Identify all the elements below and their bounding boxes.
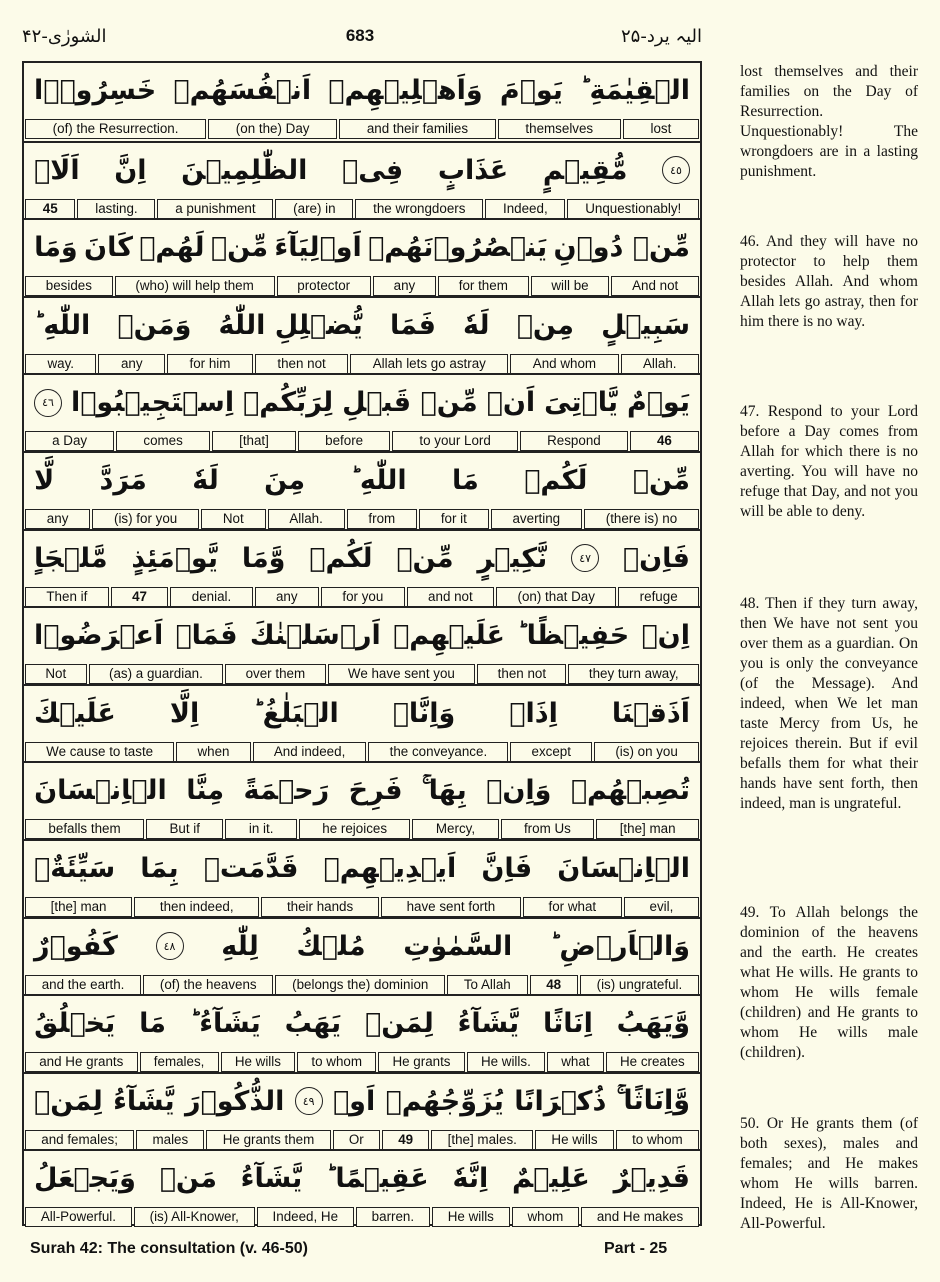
arabic-word: سَبِيۡلٍ bbox=[601, 309, 690, 341]
arabic-word: لِلّٰهِ bbox=[221, 930, 259, 962]
arabic-word: عَلَيۡكَ bbox=[34, 697, 116, 729]
grid-row bbox=[24, 529, 700, 609]
word-translation-cell: he rejoices bbox=[299, 819, 411, 839]
word-translation-cell: for it bbox=[419, 509, 489, 529]
word-translation-cell: then not bbox=[477, 664, 566, 684]
word-translation-cell: they turn away, bbox=[568, 664, 699, 684]
word-translation-cell: and their families bbox=[339, 119, 496, 139]
arabic-word: اِنَاثًا bbox=[543, 1008, 593, 1040]
word-translation-cell: have sent forth bbox=[381, 897, 521, 917]
grid-row bbox=[24, 296, 700, 376]
arabic-word: وَاِنَّاۤ bbox=[392, 697, 456, 729]
arabic-line bbox=[24, 143, 700, 198]
word-translation-cell: (who) will help them bbox=[115, 276, 275, 296]
arabic-line bbox=[24, 220, 700, 275]
word-translation-cell: We have sent you bbox=[328, 664, 476, 684]
arabic-word: وَّاِنَاثًا ۚ bbox=[616, 1085, 690, 1117]
arabic-line bbox=[24, 841, 700, 896]
word-translation-cell: (is) on you bbox=[594, 742, 699, 762]
word-translation-cell: And indeed, bbox=[253, 742, 367, 762]
arabic-word: الۡاِنۡسَانَ bbox=[34, 775, 167, 807]
grid-row bbox=[24, 373, 700, 453]
arabic-word: السَّمٰوٰتِ bbox=[403, 930, 513, 962]
arabic-word: الۡقِيٰمَةِ ؕ bbox=[580, 75, 690, 106]
word-translation-cell: in it. bbox=[225, 819, 296, 839]
grid-row bbox=[24, 1072, 700, 1152]
word-translation-cell: He wills. bbox=[467, 1052, 545, 1072]
word-translation-cell: then indeed, bbox=[134, 897, 259, 917]
word-translation-cell: Indeed, He bbox=[257, 1207, 354, 1227]
word-translation-cell: any bbox=[255, 587, 319, 607]
word-translation-cell: for him bbox=[167, 354, 253, 374]
word-translation-cell: before bbox=[298, 431, 390, 451]
word-translation-cell: to whom bbox=[297, 1052, 376, 1072]
arabic-word: اَنۡفُسَهُمۡ bbox=[173, 75, 312, 106]
word-translation-cell: [the] man bbox=[596, 819, 699, 839]
arabic-line bbox=[24, 763, 700, 818]
word-translation-cell: [the] males. bbox=[431, 1130, 533, 1150]
word-translation-cell: their hands bbox=[261, 897, 379, 917]
arabic-word: اِذَاۤ bbox=[509, 697, 558, 729]
word-translation-cell: barren. bbox=[356, 1207, 430, 1227]
word-translation-cell: besides bbox=[25, 276, 113, 296]
arabic-word: مَا bbox=[139, 1008, 166, 1040]
translation-line bbox=[24, 354, 700, 374]
arabic-word: لَّا bbox=[34, 465, 55, 496]
word-translation-cell: Or bbox=[333, 1130, 380, 1150]
translation-line bbox=[24, 431, 700, 451]
word-translation-cell: Mercy, bbox=[412, 819, 498, 839]
word-translation-cell: (on) that Day bbox=[496, 587, 616, 607]
translation-line bbox=[24, 509, 700, 529]
word-translation-cell: And not bbox=[611, 276, 699, 296]
translation-line bbox=[24, 1052, 700, 1072]
arabic-word: مَنۡ bbox=[159, 1163, 217, 1195]
word-translation-cell: to your Lord bbox=[392, 431, 518, 451]
arabic-word: مِّنۡ bbox=[396, 542, 454, 574]
word-translation-cell: and the earth. bbox=[25, 975, 141, 995]
arabic-word: مَّلۡجَاٍ bbox=[34, 542, 108, 574]
word-translation-cell: [the] man bbox=[25, 897, 132, 917]
translation-line bbox=[24, 664, 700, 684]
arabic-word: اَنۡ bbox=[486, 387, 536, 419]
arabic-word: اَوۡلِيَآءَ bbox=[274, 232, 362, 264]
word-translation-cell: All-Powerful. bbox=[25, 1207, 132, 1227]
juz-header: الیہ یرد-۲۵ bbox=[621, 26, 702, 47]
grid-row bbox=[24, 451, 700, 531]
arabic-line bbox=[24, 531, 700, 586]
arabic-word: الۡبَلٰغُ ؕ bbox=[253, 697, 339, 729]
word-translation-cell: Respond bbox=[520, 431, 628, 451]
grid-row bbox=[24, 761, 700, 841]
arabic-word: لَهٗ bbox=[463, 309, 490, 341]
arabic-word: وَمَنۡ bbox=[117, 309, 192, 341]
arabic-word: عَلِيۡمٌ bbox=[511, 1163, 590, 1195]
arabic-word: فَمَاۤ bbox=[175, 620, 238, 652]
word-translation-cell: (there is) no bbox=[584, 509, 699, 529]
arabic-line bbox=[24, 608, 700, 663]
arabic-word: فَاِنَّ bbox=[481, 853, 533, 884]
arabic-word: اَذَقۡنَا bbox=[611, 697, 690, 729]
arabic-word: مَرَدَّ bbox=[99, 465, 147, 496]
word-translation-cell: for them bbox=[438, 276, 529, 296]
word-translation-cell: for you bbox=[321, 587, 405, 607]
word-translation-cell: Not bbox=[201, 509, 265, 529]
arabic-word: اَلَاۤ bbox=[34, 154, 80, 186]
arabic-word: رَحۡمَةً bbox=[243, 775, 330, 807]
arabic-word: لَكُمۡ bbox=[309, 542, 373, 574]
arabic-line bbox=[24, 298, 700, 353]
arabic-word: خَسِرُوۡۤا bbox=[34, 75, 157, 106]
arabic-word: يَّاۡتِىَ bbox=[544, 387, 619, 419]
word-translation-cell: befalls them bbox=[25, 819, 144, 839]
translation-para-46: 46. And they will have no protector to help them besides Allah. And whom Allah lets go astray, then for him there is no way. bbox=[740, 233, 918, 330]
arabic-line bbox=[24, 375, 700, 430]
word-translation-cell: (is) All-Knower, bbox=[134, 1207, 255, 1227]
arabic-word: لَهٗ bbox=[192, 465, 219, 496]
word-translation-cell: a Day bbox=[25, 431, 114, 451]
arabic-word: كَفُوۡرٌ bbox=[34, 930, 118, 962]
word-translation-cell: He wills bbox=[432, 1207, 510, 1227]
arabic-word: وَاَهۡلِيۡهِمۡ bbox=[328, 75, 483, 106]
translation-line bbox=[24, 742, 700, 762]
arabic-word: وَمَا bbox=[34, 232, 78, 264]
arabic-word: اَوۡ bbox=[332, 1085, 376, 1117]
word-translation-cell: for what bbox=[523, 897, 622, 917]
arabic-word: اَرۡسَلۡنٰكَ bbox=[249, 620, 381, 652]
arabic-word: وَالۡاَرۡضِ ؕ bbox=[550, 930, 690, 962]
arabic-word: وَّمَا bbox=[241, 542, 286, 574]
word-translation-cell: what bbox=[547, 1052, 604, 1072]
arabic-word: عَقِيۡمًا ؕ bbox=[325, 1163, 429, 1195]
word-translation-cell: the conveyance. bbox=[368, 742, 508, 762]
arabic-word: يُّضۡلِلِ اللّٰهُ bbox=[218, 309, 363, 341]
grid-row bbox=[24, 606, 700, 686]
arabic-line bbox=[24, 1074, 700, 1129]
word-translation-cell: Allah. bbox=[268, 509, 345, 529]
arabic-word: لِمَنۡ bbox=[34, 1085, 103, 1117]
footer-part: Part - 25 bbox=[604, 1240, 668, 1257]
grid-row bbox=[24, 141, 700, 221]
grid-row bbox=[24, 218, 700, 298]
verse-marker: ٤٨ bbox=[156, 932, 184, 960]
word-translation-cell: and females; bbox=[25, 1130, 134, 1150]
word-translation-cell: lost bbox=[623, 119, 699, 139]
word-translation-cell: averting bbox=[491, 509, 582, 529]
arabic-word: يَّوۡمَئِذٍ bbox=[131, 542, 218, 574]
arabic-word: اِنَّ bbox=[114, 154, 147, 186]
arabic-word: فِىۡ bbox=[342, 154, 404, 186]
translation-line bbox=[24, 819, 700, 839]
word-translation-cell: from bbox=[347, 509, 417, 529]
arabic-word: لَكُمۡ bbox=[524, 465, 588, 496]
translation-para-50: 50. Or He grants them (of both sexes), males and females; and He makes whom He wills barren. Indeed, He is All-Knower, All-Powerful. bbox=[740, 1115, 918, 1232]
word-translation-cell: (are) in bbox=[275, 199, 353, 219]
arabic-word: بِمَا bbox=[140, 853, 179, 884]
word-translation-cell: any bbox=[373, 276, 436, 296]
arabic-word: مِّنۡ bbox=[210, 232, 269, 264]
word-translation-cell: except bbox=[510, 742, 592, 762]
word-translation-cell: whom bbox=[512, 1207, 579, 1227]
word-translation-cell: Unquestionably! bbox=[567, 199, 699, 219]
translation-line bbox=[24, 975, 700, 995]
arabic-word: نَّكِيۡرٍ bbox=[477, 542, 548, 574]
arabic-word: مِّنۡ دُوۡنِ bbox=[553, 232, 690, 264]
grid-row bbox=[24, 917, 700, 997]
word-translation-cell: and not bbox=[407, 587, 494, 607]
grid-row bbox=[24, 684, 700, 764]
arabic-word: الظّٰلِمِيۡنَ bbox=[181, 154, 308, 186]
arabic-line bbox=[24, 63, 700, 118]
verse-number-cell: 47 bbox=[111, 587, 169, 607]
word-translation-cell: a punishment bbox=[157, 199, 273, 219]
word-translation-cell: evil, bbox=[624, 897, 699, 917]
word-translation-cell: Not bbox=[25, 664, 87, 684]
arabic-word: يَّشَآءُ bbox=[113, 1085, 175, 1117]
arabic-word: مِنۡ bbox=[516, 309, 574, 341]
word-translation-cell: (of) the heavens bbox=[143, 975, 273, 995]
arabic-word: وَيَجۡعَلُ bbox=[34, 1163, 136, 1195]
word-translation-cell: denial. bbox=[170, 587, 252, 607]
arabic-word: مَا bbox=[452, 465, 479, 496]
grid-row bbox=[24, 839, 700, 919]
word-translation-cell: protector bbox=[277, 276, 371, 296]
arabic-word: قَدِيۡرٌ bbox=[613, 1163, 690, 1195]
translation-line bbox=[24, 1207, 700, 1227]
word-translation-cell: But if bbox=[146, 819, 223, 839]
surah-header: الشورٰی-۴۲ bbox=[22, 26, 107, 47]
translation-line bbox=[24, 199, 700, 219]
arabic-word: يَّشَآءُ bbox=[240, 1163, 303, 1195]
word-translation-cell: themselves bbox=[498, 119, 621, 139]
arabic-word: بِهَا ۚ bbox=[421, 774, 467, 806]
grid-row bbox=[24, 994, 700, 1074]
arabic-line bbox=[24, 1151, 700, 1206]
verse-marker: ٤٥ bbox=[662, 156, 690, 184]
arabic-word: يَخۡلُقُ bbox=[34, 1008, 116, 1040]
arabic-word: مُّقِيۡمٍ bbox=[542, 154, 628, 186]
word-translation-cell: (is) ungrateful. bbox=[580, 975, 699, 995]
word-translation-cell: Indeed, bbox=[485, 199, 565, 219]
arabic-word: اِسۡتَجِيۡبُوۡا bbox=[70, 387, 235, 419]
translation-para-48: 48. Then if they turn away, then We have not sent you over them as a guardian. On you is only the conveyance (of the Message). And indeed, when We let man taste Mercy from Us, he rejoices therein. But if evil befalls them for what their hands have sent forth, then indeed, man is ungrateful. bbox=[740, 595, 918, 812]
arabic-word: اِنۡ bbox=[641, 620, 690, 652]
word-translation-cell: refuge bbox=[618, 587, 699, 607]
arabic-word: حَفِيۡظًا ؕ bbox=[517, 620, 630, 652]
arabic-word: تُصِبۡهُمۡ bbox=[570, 775, 690, 807]
arabic-word: مِّنۡ قَبۡلِ bbox=[342, 387, 478, 419]
arabic-word: فَاِنۡ bbox=[622, 542, 690, 574]
translation-para-47: 47. Respond to your Lord before a Day comes from Allah for which there is no averting. You will have no refuge that Day, and not you will be able to deny. bbox=[740, 403, 918, 520]
word-translation-cell: will be bbox=[531, 276, 610, 296]
translation-line bbox=[24, 276, 700, 296]
arabic-word: يَهَبُ bbox=[284, 1008, 342, 1040]
arabic-word: يَشَآءُ ؕ bbox=[189, 1008, 261, 1040]
arabic-word: يُزَوِّجُهُمۡ bbox=[385, 1085, 504, 1117]
word-translation-cell: Allah lets go astray bbox=[350, 354, 508, 374]
word-translation-cell: females, bbox=[140, 1052, 219, 1072]
arabic-word: وَاِنۡ bbox=[486, 775, 552, 807]
arabic-line bbox=[24, 453, 700, 508]
footer-surah-info: Surah 42: The consultation (v. 46-50) bbox=[30, 1240, 308, 1257]
arabic-word: ذُكۡرَانًا bbox=[514, 1085, 607, 1117]
word-translation-cell: (on the) Day bbox=[208, 119, 337, 139]
arabic-word: يَنۡصُرُوۡنَهُمۡ bbox=[368, 232, 548, 264]
word-translation-cell: He wills bbox=[535, 1130, 614, 1150]
translation-para-49: 49. To Allah belongs the dominion of the heavens and the earth. He creates what He wills. He grants to whom He wills female (children) and He grants to whom He wills male (children). bbox=[740, 904, 918, 1061]
arabic-word: عَذَابٍ bbox=[437, 154, 509, 186]
arabic-word: اِلَّا bbox=[169, 697, 200, 729]
word-translation-cell: (of) the Resurrection. bbox=[25, 119, 206, 139]
word-translation-cell: males bbox=[136, 1130, 204, 1150]
arabic-word: مُلۡكُ bbox=[296, 930, 366, 962]
arabic-word: كَانَ bbox=[84, 232, 133, 264]
word-translation-cell: any bbox=[25, 509, 90, 529]
verse-marker: ٤٧ bbox=[571, 544, 599, 572]
word-translation-cell: from Us bbox=[501, 819, 595, 839]
word-translation-cell: He grants them bbox=[206, 1130, 330, 1150]
translation-line bbox=[24, 897, 700, 917]
arabic-word: اَعۡرَضُوۡا bbox=[34, 620, 164, 652]
word-translation-cell: We cause to taste bbox=[25, 742, 174, 762]
word-translation-cell: way. bbox=[25, 354, 96, 374]
page-number: 683 bbox=[345, 26, 375, 45]
arabic-line bbox=[24, 919, 700, 974]
word-translation-cell: when bbox=[176, 742, 250, 762]
word-translation-cell: And whom bbox=[510, 354, 618, 374]
arabic-word: لَهُمۡ bbox=[139, 232, 205, 264]
arabic-word: اِنَّهٗ bbox=[452, 1163, 489, 1195]
arabic-line bbox=[24, 686, 700, 741]
arabic-word: اللّٰهِ ؕ bbox=[350, 465, 407, 496]
arabic-word: سَيِّئَةٌۢ bbox=[34, 853, 116, 884]
verse-number-cell: 45 bbox=[25, 199, 75, 219]
word-translation-cell: the wrongdoers bbox=[355, 199, 483, 219]
arabic-word: يَوۡمَ bbox=[499, 75, 563, 106]
word-translation-cell: He grants bbox=[378, 1052, 465, 1072]
word-translation-cell: Then if bbox=[25, 587, 109, 607]
arabic-word: فَرِحَ bbox=[348, 775, 403, 807]
word-translation-cell: any bbox=[98, 354, 165, 374]
word-translation-cell: [that] bbox=[212, 431, 296, 451]
arabic-line bbox=[24, 996, 700, 1051]
arabic-word: يَّشَآءُ bbox=[457, 1008, 520, 1040]
translation-line bbox=[24, 119, 700, 139]
verse-marker: ٤٩ bbox=[295, 1087, 323, 1115]
word-translation-cell: (is) for you bbox=[92, 509, 199, 529]
word-translation-cell: He wills bbox=[221, 1052, 296, 1072]
verse-marker: ٤٦ bbox=[34, 389, 62, 417]
word-translation-cell: (as) a guardian. bbox=[89, 664, 224, 684]
grid-row bbox=[24, 1149, 700, 1229]
word-translation-cell: to whom bbox=[616, 1130, 699, 1150]
word-translation-cell: and He grants bbox=[25, 1052, 138, 1072]
verse-number-cell: 48 bbox=[530, 975, 578, 995]
arabic-word: لِرَبِّكُمۡ bbox=[243, 387, 334, 419]
arabic-word: فَمَا bbox=[389, 309, 436, 341]
arabic-word: مِّنۡ bbox=[632, 465, 690, 496]
word-translation-cell: lasting. bbox=[77, 199, 155, 219]
grid-row bbox=[24, 63, 700, 141]
word-translation-cell: (belongs the) dominion bbox=[275, 975, 445, 995]
word-translation-cell: He creates bbox=[606, 1052, 699, 1072]
translation-para-45: lost themselves and their families on the Day of Resurrection. Unquestionably! The wrongdoers are in a lasting punishment. bbox=[740, 63, 918, 180]
word-translation-cell: then not bbox=[255, 354, 348, 374]
word-translation-cell: and He makes bbox=[581, 1207, 699, 1227]
word-by-word-grid bbox=[22, 61, 702, 1226]
arabic-word: الذُّكُوۡرَ bbox=[184, 1085, 285, 1117]
translation-line bbox=[24, 587, 700, 607]
word-translation-cell: To Allah bbox=[447, 975, 527, 995]
word-translation-cell: over them bbox=[225, 664, 325, 684]
arabic-word: اللّٰهِ ؕ bbox=[34, 309, 91, 341]
arabic-word: وَّيَهَبُ bbox=[616, 1008, 690, 1040]
word-translation-cell: Allah. bbox=[621, 354, 699, 374]
arabic-word: مِنَّا bbox=[186, 775, 225, 807]
verse-number-cell: 46 bbox=[630, 431, 699, 451]
arabic-word: الۡاِنۡسَانَ bbox=[557, 853, 690, 884]
word-translation-cell: comes bbox=[116, 431, 210, 451]
arabic-word: لِمَنۡ bbox=[365, 1008, 434, 1040]
translation-line bbox=[24, 1130, 700, 1150]
arabic-word: اَيۡدِيۡهِمۡ bbox=[323, 853, 457, 884]
verse-number-cell: 49 bbox=[382, 1130, 429, 1150]
arabic-word: عَلَيۡهِمۡ bbox=[393, 620, 505, 652]
arabic-word: مِنَ bbox=[264, 465, 306, 496]
arabic-word: قَدَّمَتۡ bbox=[203, 853, 299, 884]
arabic-word: يَوۡمٌ bbox=[626, 387, 690, 419]
